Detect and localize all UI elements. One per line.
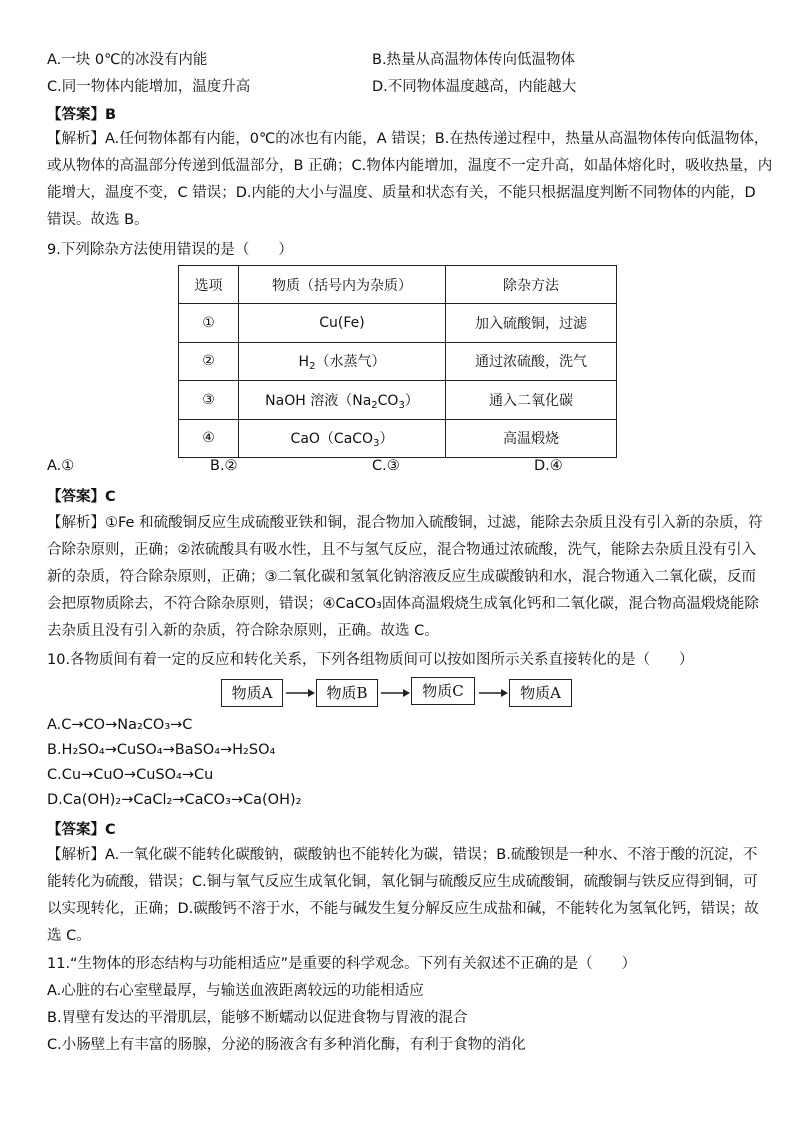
- q10-option-a: A.C→CO→Na₂CO₃→C: [47, 717, 193, 733]
- row-method: 通过浓硫酸，洗气: [446, 342, 617, 380]
- header-option: 选项: [179, 266, 239, 304]
- diagram-box-substance-c: 物质C: [411, 677, 475, 705]
- diagram-box-substance-a-final: 物质A: [509, 679, 572, 707]
- header-method: 除杂方法: [446, 266, 617, 304]
- q10-option-b: B.H₂SO₄→CuSO₄→BaSO₄→H₂SO₄: [47, 742, 276, 758]
- table-row: [179, 342, 617, 380]
- table-row: [179, 304, 617, 342]
- q10-answer: 【答案】C: [47, 822, 116, 838]
- q10-option-c: C.Cu→CuO→CuSO₄→Cu: [47, 767, 214, 783]
- row-option: ①: [179, 304, 239, 342]
- q8-option-c: C.同一物体内能增加，温度升高: [47, 79, 251, 95]
- q10-analysis-line: 能转化为硫酸，错误；C.铜与氧气反应生成氧化铜，氧化铜与硫酸反应生成硫酸铜，硫酸铜与铁反应得到铜，可: [47, 874, 758, 890]
- q10-analysis-line: 选 C。: [47, 928, 91, 944]
- row-method: 通入二氧化碳: [446, 381, 617, 419]
- header-substance: 物质（括号内为杂质）: [239, 266, 446, 304]
- q9-analysis-line: 合除杂原则，正确；②浓硫酸具有吸水性，且不与氢气反应，混合物通过浓硫酸，洗气，能除去杂质且没有引入: [47, 542, 756, 558]
- q8-analysis-line: 能增大，温度不变，C 错误；D.内能的大小与温度、质量和状态有关，不能只根据温度判断不同物体的内能，D: [47, 185, 756, 201]
- q8-answer: 【答案】B: [47, 107, 117, 123]
- arrow-right-icon: [477, 686, 509, 700]
- separation-table: [178, 265, 617, 458]
- q8-analysis-line: 【解析】A.任何物体都有内能，0℃的冰也有内能，A 错误；B.在热传递过程中，热量从高温物体传向低温物体，: [47, 131, 769, 147]
- row-method: 高温煅烧: [446, 419, 617, 457]
- row-option: ③: [179, 381, 239, 419]
- q11-stem: 11.“生物体的形态结构与功能相适应”是重要的科学观念。下列有关叙述不正确的是（ ）: [47, 956, 637, 972]
- q10-analysis-line: 【解析】A.一氧化碳不能转化碳酸钠，碳酸钠也不能转化为碳，错误；B.硫酸钡是一种水、不溶于酸的沉淀，不: [47, 847, 758, 863]
- q9-analysis-line: 去杂质且没有引入新的杂质，符合除杂原则，正确。故选 C。: [47, 623, 439, 639]
- table-header-row: [179, 266, 617, 304]
- q8-option-d: D.不同物体温度越高，内能越大: [372, 79, 577, 95]
- q9-option-c: C.③: [372, 458, 400, 474]
- table-row: [179, 381, 617, 419]
- row-method: 加入硫酸铜，过滤: [446, 304, 617, 342]
- table-row: [179, 419, 617, 457]
- row-substance: CaO（CaCO$_3$）: [239, 419, 446, 457]
- q8-analysis-line: 或从物体的高温部分传递到低温部分，B 正确；C.物体内能增加，温度不一定升高，如晶体熔化时，吸收热量，内: [47, 158, 773, 174]
- q11-option-c: C.小肠壁上有丰富的肠腺，分泌的肠液含有多种消化酶，有利于食物的消化: [47, 1037, 526, 1053]
- row-option: ②: [179, 342, 239, 380]
- q9-option-a: A.①: [47, 458, 75, 474]
- q9-option-b: B.②: [210, 458, 238, 474]
- q9-answer: 【答案】C: [47, 489, 116, 505]
- q9-analysis-line: 【解析】①Fe 和硫酸铜反应生成硫酸亚铁和铜，混合物加入硫酸铜，过滤，能除去杂质且没有引入新的杂质，符: [47, 515, 763, 531]
- arrow-right-icon: [379, 686, 411, 700]
- row-substance: Cu(Fe): [239, 304, 446, 342]
- q10-analysis-line: 以实现转化，正确；D.碳酸钙不溶于水，不能与碱发生复分解反应生成盐和碱，不能转化为氢氧化钙，错误；故: [47, 901, 759, 917]
- q9-analysis-line: 新的杂质，符合除杂原则，正确；③二氧化碳和氢氧化钠溶液反应生成碳酸钠和水，混合物通入二氧化碳，反而: [47, 569, 756, 585]
- q10-stem: 10.各物质间有着一定的反应和转化关系，下列各组物质间可以按如图所示关系直接转化的是（ ）: [47, 652, 694, 668]
- diagram-box-substance-a: 物质A: [221, 679, 283, 707]
- row-substance: $H_2$（水蒸气）: [239, 342, 446, 380]
- q8-analysis-line: 错误。故选 B。: [47, 212, 149, 228]
- q9-stem: 9.下列除杂方法使用错误的是（ ）: [47, 242, 293, 258]
- q10-option-d: D.Ca(OH)₂→CaCl₂→CaCO₃→Ca(OH)₂: [47, 792, 302, 808]
- row-substance: NaOH 溶液$(Na_2CO_3)$: [239, 381, 446, 419]
- q8-option-b: B.热量从高温物体传向低温物体: [372, 52, 576, 68]
- row-option: ④: [179, 419, 239, 457]
- q9-analysis-line: 会把原物质除去，不符合除杂原则，错误；④CaCO₃固体高温煅烧生成氧化钙和二氧化碳，混合物高温煅烧能除: [47, 596, 759, 612]
- q8-option-a: A.一块 0℃的冰没有内能: [47, 52, 208, 68]
- q11-option-a: A.心脏的右心室壁最厚，与输送血液距离较远的功能相适应: [47, 983, 424, 999]
- diagram-box-substance-b: 物质B: [316, 679, 378, 707]
- arrow-right-icon: [284, 686, 316, 700]
- q9-option-d: D.④: [534, 458, 563, 474]
- q11-option-b: B.胃壁有发达的平滑肌层，能够不断蠕动以促进食物与胃液的混合: [47, 1010, 468, 1026]
